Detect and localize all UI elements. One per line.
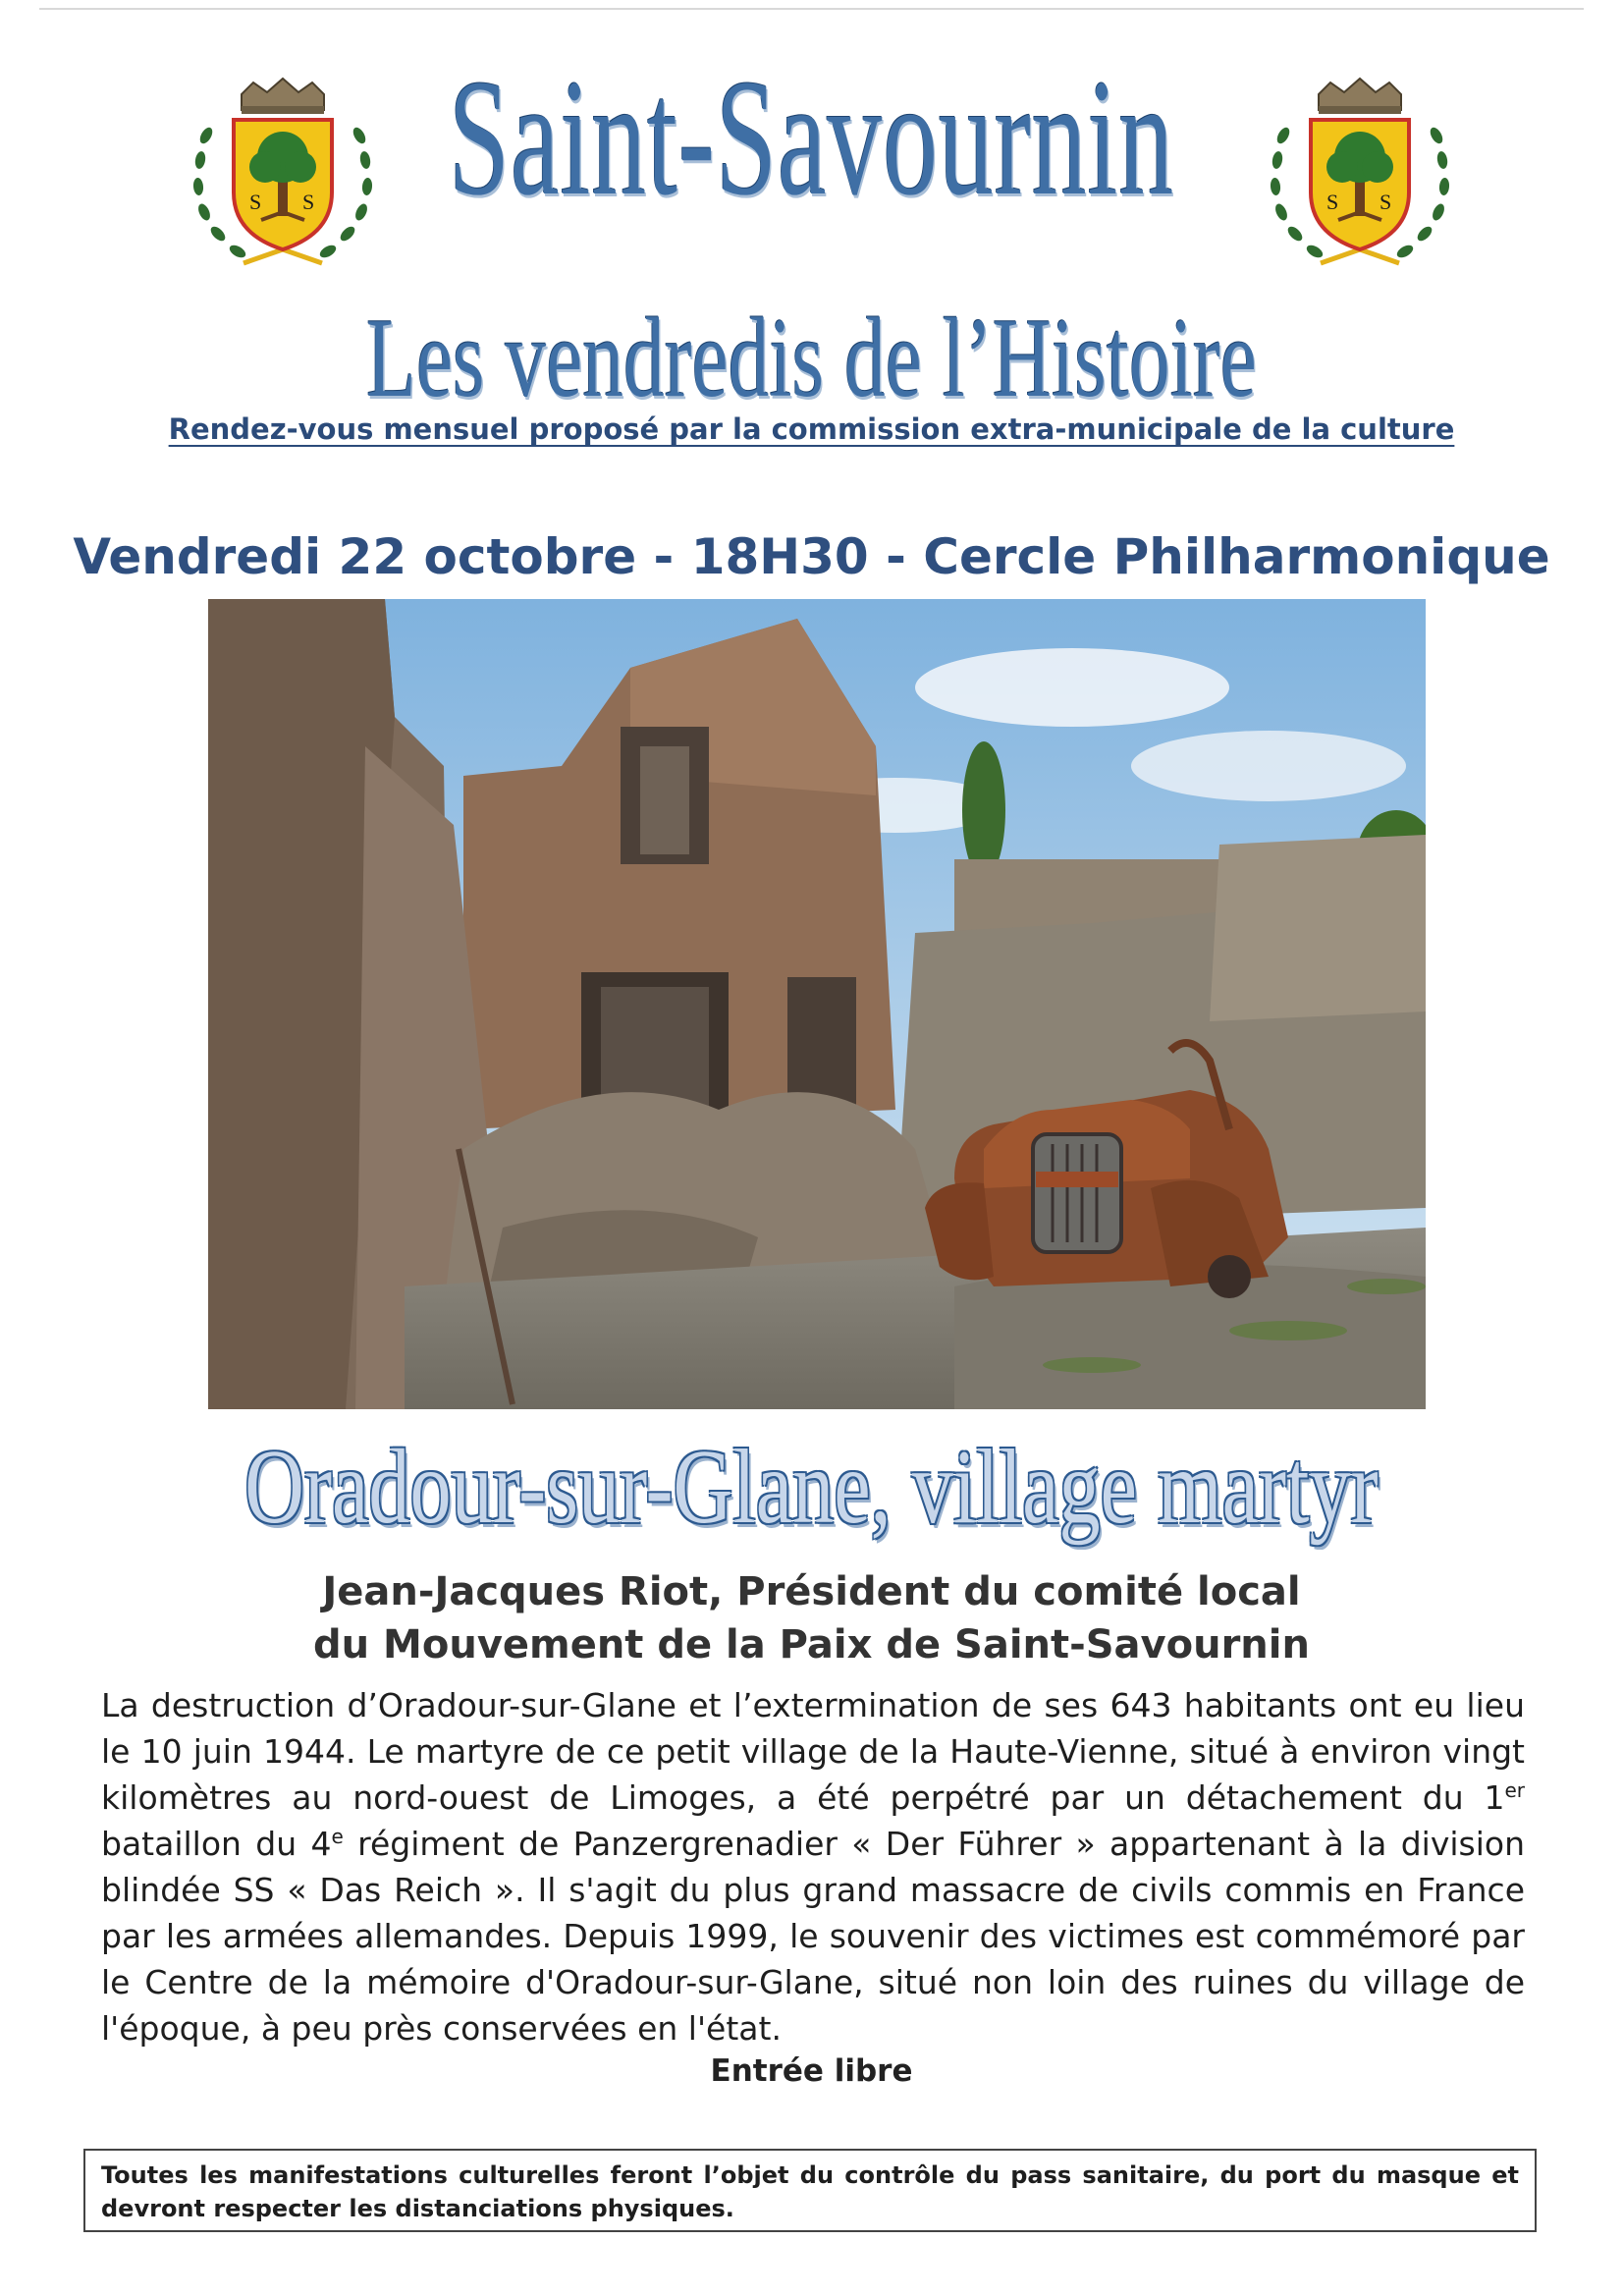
top-border-line	[39, 8, 1584, 10]
emblem-right-initial-1: S	[1326, 190, 1339, 214]
free-entry-note: Entrée libre	[710, 2053, 913, 2089]
talk-title: Oradour-sur-Glane, village martyr	[244, 1429, 1379, 1546]
description-paragraph	[101, 1682, 1525, 2051]
event-date-time-place: Vendredi 22 octobre - 18H30 - Cercle Philharmonique	[73, 528, 1550, 585]
description-part-1: La destruction d’Oradour-sur-Glane et l’extermination de ses 643 habitants ont eu lieu le 10 juin 1944. Le martyre de ce petit village de la Haute-Vienne, situé à environ vingt kilomètres au nord-ouest de Limoges, a été perpétré par un détachement du 1	[101, 1686, 1525, 1817]
speaker-line-2: du Mouvement de la Paix de Saint-Savournin	[313, 1622, 1310, 1667]
speaker-line-1: Jean-Jacques Riot, Président du comité local	[322, 1569, 1301, 1614]
ruins-photo	[208, 599, 1426, 1409]
emblem-left-initial-2: S	[302, 190, 315, 214]
series-title: Les vendredis de l’Histoire	[365, 296, 1257, 421]
description-part-2: bataillon du 4	[101, 1825, 332, 1863]
sanitary-notice-box: Toutes les manifestations culturelles feront l’objet du contrôle du pass sanitaire, du port du masque et devront respecter les distanciations physiques.	[83, 2149, 1537, 2232]
organizer-subtitle: Rendez-vous mensuel proposé par la commission extra-municipale de la culture	[168, 412, 1455, 446]
description-part-3: régiment de Panzergrenadier « Der Führer » appartenant à la division blindée SS « Das Reich ». Il s'agit du plus grand massacre de civils commis en France par les armées allemandes. Depuis 1999, le souvenir des victimes est commémoré par le Centre de la mémoire d'Oradour-sur-Glane, situé non loin des ruines du village de l'époque, à peu près conservées en l'état.	[101, 1825, 1526, 2048]
description-sup-2: e	[331, 1825, 344, 1848]
emblem-left-initial-1: S	[249, 190, 262, 214]
emblem-right-initial-2: S	[1380, 190, 1392, 214]
description-sup-1: er	[1504, 1778, 1525, 1802]
speaker-block	[0, 1565, 1623, 1671]
town-title: Saint-Savournin	[448, 45, 1174, 230]
